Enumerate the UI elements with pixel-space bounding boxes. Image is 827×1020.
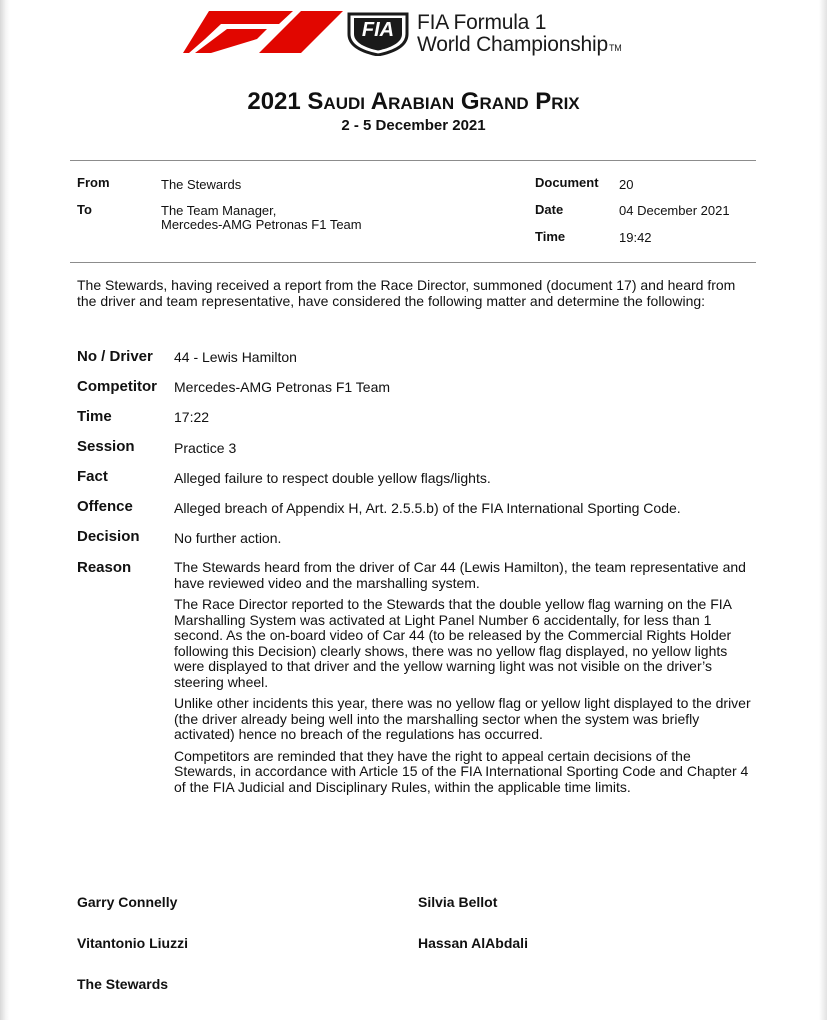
event-title xyxy=(0,88,827,116)
to-value-line1: The Team Manager, xyxy=(161,203,277,218)
reason-paragraph: Competitors are reminded that they have the right to appeal certain decisions of the Stewards, in accordance with Article 15 of the FIA International Sporting Code and Chapter 4 of the FIA Judicial and Disciplinary Rules, within the applicable time limits. xyxy=(174,747,749,795)
date-label: Date xyxy=(535,202,564,217)
to-value-line2: Mercedes-AMG Petronas F1 Team xyxy=(161,217,362,232)
trademark-mark: TM xyxy=(608,43,622,53)
steward-signature-liuzzi: Vitantonio Liuzzi xyxy=(77,935,188,951)
fact-value: Alleged failure to respect double yellow flags/lights. xyxy=(174,470,491,486)
reason-paragraph: The Stewards heard from the driver of Car 44 (Lewis Hamilton), the team representative and have reviewed video and the marshalling system. xyxy=(174,559,746,591)
document-label: Document xyxy=(535,175,599,190)
header-divider-top xyxy=(70,160,756,161)
competitor-label: Competitor xyxy=(77,378,157,395)
incident-time-value: 17:22 xyxy=(174,409,210,425)
event-dates: 2 - 5 December 2021 xyxy=(341,117,486,134)
page-shadow-left xyxy=(0,0,10,1020)
session-label: Session xyxy=(77,438,135,455)
event-title-year: 2021 xyxy=(247,88,301,115)
reason-label: Reason xyxy=(77,559,132,576)
offence-label: Offence xyxy=(77,498,133,515)
reason-paragraph: The Race Director reported to the Stewards that the double yellow flag warning on the FIA Marshalling System was activated at Light Panel Number 6 accidentally, for less than 1 second. As the on-board video of Car 44 (to be released by the Commercial Rights Holder following this Decision) clearly shows, there was no yellow flag displayed, no yellow lights were displayed to that driver and the yellow warning light was not visible on the driver’s steering wheel. xyxy=(174,596,732,690)
stewards-footer: The Stewards xyxy=(77,976,169,992)
time-label: Time xyxy=(535,229,566,244)
reason-paragraph: Unlike other incidents this year, there was no yellow flag or yellow light displayed to the driver (the driver already being well into the marshalling sector when the system was briefly activated) hence no breach of the regulations has occurred. xyxy=(174,695,751,742)
incident-time-label: Time xyxy=(77,408,112,425)
offence-value: Alleged breach of Appendix H, Art. 2.5.5.b) of the FIA International Sporting Code. xyxy=(174,500,681,516)
steward-signature-connelly: Garry Connelly xyxy=(77,894,178,910)
time-value: 19:42 xyxy=(619,230,652,245)
driver-value: 44 - Lewis Hamilton xyxy=(174,349,297,365)
date-value: 04 December 2021 xyxy=(619,203,730,218)
from-label: From xyxy=(77,175,110,190)
decision-value: No further action. xyxy=(174,530,282,546)
competitor-value: Mercedes-AMG Petronas F1 Team xyxy=(174,379,391,395)
header-divider-bottom xyxy=(70,262,756,263)
reason-body xyxy=(174,560,754,801)
fia-title-line1: FIA Formula 1 xyxy=(417,11,547,34)
event-title-name: Saudi Arabian Grand Prix xyxy=(307,88,580,115)
fia-badge-icon xyxy=(343,10,413,56)
fact-label: Fact xyxy=(77,468,108,485)
fia-title-line2-text: World Championship xyxy=(417,33,608,56)
fia-badge-text: FIA xyxy=(361,19,395,41)
driver-label: No / Driver xyxy=(77,348,153,365)
session-value: Practice 3 xyxy=(174,440,237,456)
from-value: The Stewards xyxy=(161,177,242,192)
intro-paragraph: The Stewards, having received a report from the Race Director, summoned (document 17) and heard from the driver and team representative, have considered the following matter and determine the following: xyxy=(77,277,736,309)
fia-title-line2 xyxy=(417,33,622,57)
document-value: 20 xyxy=(619,177,634,192)
f1-logo-icon xyxy=(183,11,343,53)
steward-signature-alabdali: Hassan AlAbdali xyxy=(418,935,528,951)
to-label: To xyxy=(77,202,92,217)
page-shadow-right xyxy=(819,0,827,1020)
decision-label: Decision xyxy=(77,528,140,545)
steward-signature-bellot: Silvia Bellot xyxy=(418,894,498,910)
